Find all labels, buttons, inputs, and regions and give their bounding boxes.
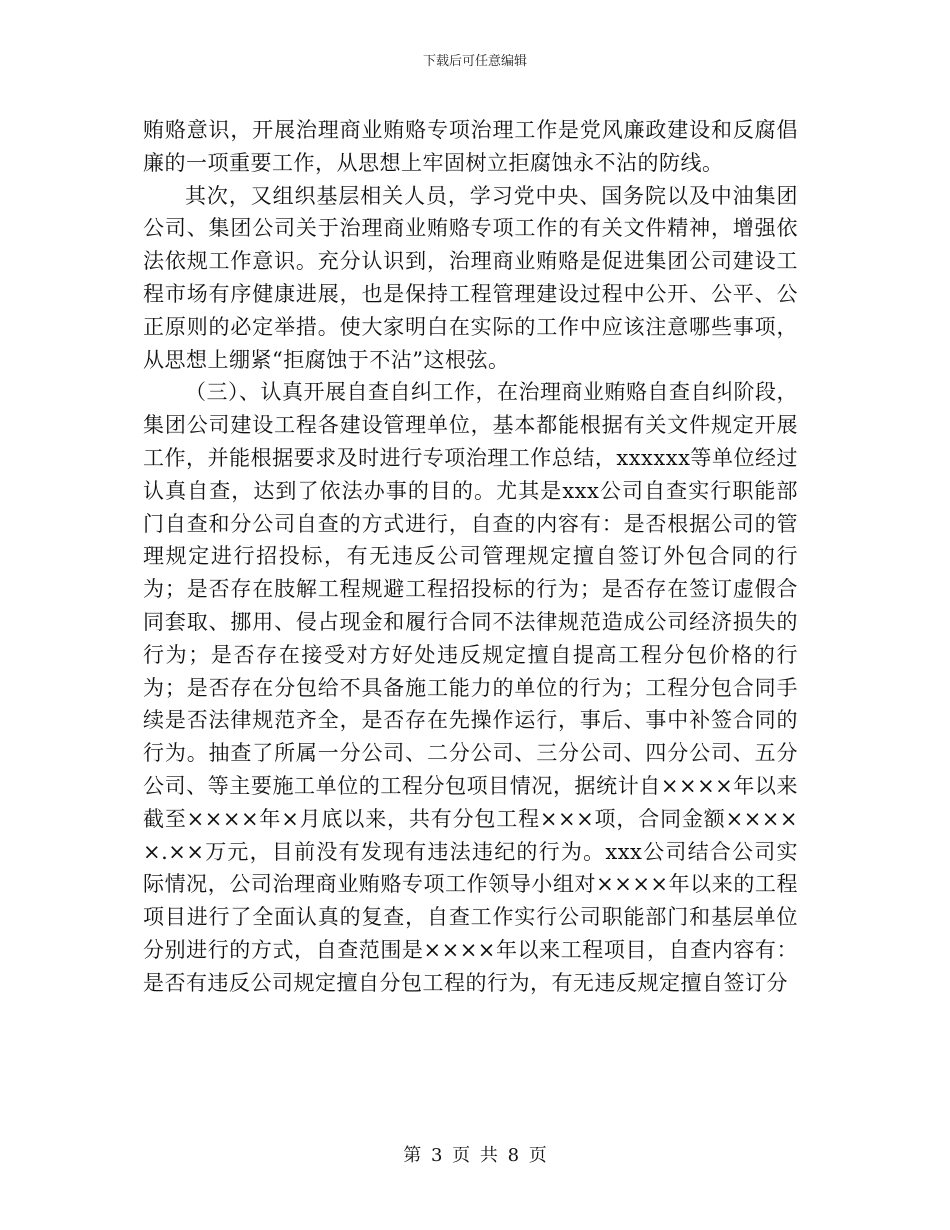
paragraph-1: 贿赂意识，开展治理商业贿赂专项治理工作是党风廉政建设和反腐倡廉的一项重要工作，从思想上牢固树立拒腐蚀永不沾的防线。	[143, 118, 798, 175]
page-number: 第 3 页 共 8 页	[403, 1145, 547, 1166]
document-body	[143, 114, 798, 1000]
paragraph-3: （三）、认真开展自查自纠工作，在治理商业贿赂自查自纠阶段，集团公司建设工程各建设管理单位，基本都能根据有关文件规定开展工作，并能根据要求及时进行专项治理工作总结，xxxxxx等单位经过认真自查，达到了依法办事的目的。尤其是xxx公司自查实行职能部门自查和分公司自查的方式进行，自查的内容有：是否根据公司的管理规定进行招投标，有无违反公司管理规定擅自签订外包合同的行为；是否存在肢解工程规避工程招投标的行为；是否存在签订虚假合同套取、挪用、侵占现金和履行合同不法律规范造成公司经济损失的行为；是否存在接受对方好处违反规定擅自提高工程分包价格的行为；是否存在分包给不具备施工能力的单位的行为；工程分包合同手续是否法律规范齐全，是否存在先操作运行，事后、事中补签合同的行为。抽查了所属一分公司、二分公司、三分公司、四分公司、五分公司、等主要施工单位的工程分包项目情况，据统计自××××年以来截至××××年×月底以来，共有分包工程×××项，合同金额×××××.××万元，目前没有发现有违法违纪的行为。xxx公司结合公司实际情况，公司治理商业贿赂专项工作领导小组对××××年以来的工程项目进行了全面认真的复查，自查工作实行公司职能部门和基层单位分别进行的方式，自查范围是××××年以来工程项目，自查内容有：是否有违反公司规定擅自分包工程的行为，有无违反规定擅自签订分	[143, 380, 798, 995]
page-header-note: 下载后可任意编辑	[422, 54, 527, 69]
paragraph-2: 其次，又组织基层相关人员，学习党中央、国务院以及中油集团公司、集团公司关于治理商业贿赂专项工作的有关文件精神，增强依法依规工作意识。充分认识到，治理商业贿赂是促进集团公司建设工程市场有序健康进展，也是保持工程管理建设过程中公开、公平、公正原则的必定举措。使大家明白在实际的工作中应该注意哪些事项，从思想上绷紧“拒腐蚀于不沾”这根弦。	[143, 183, 798, 372]
